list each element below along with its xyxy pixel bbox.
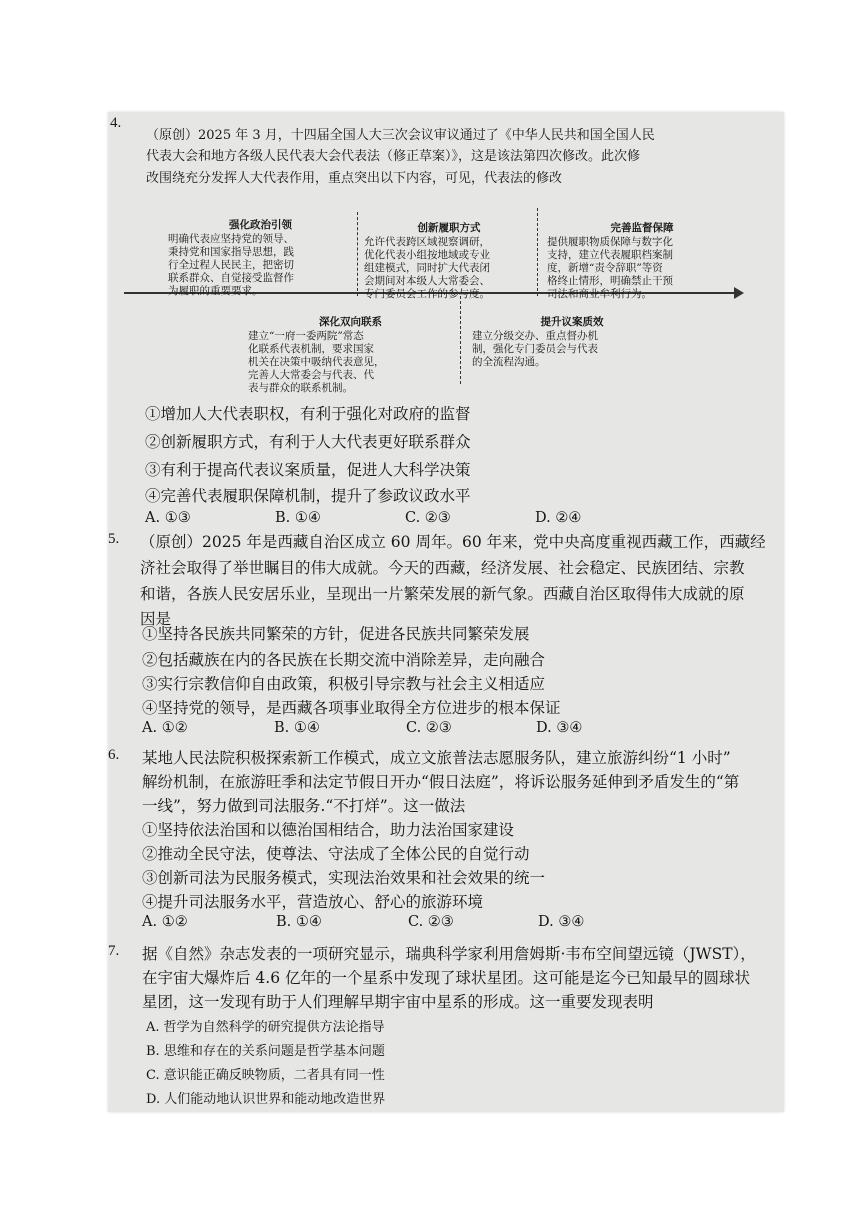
question-5-stem-line-2: 济社会取得了举世瞩目的伟大成就。今天的西藏，经济发展、社会稳定、民族团结、宗教 (140, 559, 745, 577)
question-6-option-c[interactable]: C. ②③ (408, 914, 454, 930)
question-7-option-c[interactable]: C. 意识能正确反映物质，二者具有同一性 (146, 1068, 385, 1083)
diagram-box-line: 提供履职物质保障与数字化 (547, 236, 673, 248)
diagram-box-line: 为履职的重要要求。 (168, 285, 263, 297)
question-5-item-1: ①坚持各民族共同繁荣的方针，促进各民族共同繁荣发展 (142, 625, 530, 643)
diagram-box-title: 强化政治引领 (229, 219, 292, 231)
diagram-box-title: 深化双向联系 (319, 316, 382, 328)
diagram-box-line: 建立分级交办、重点督办机 (472, 330, 598, 342)
diagram-box-line: 建立“一府一委两院”常态 (248, 330, 364, 342)
question-6-stem-line-1: 某地人民法院积极探索新工作模式，成立文旅普法志愿服务队，建立旅游纠纷“1 小时” (142, 749, 731, 767)
diagram-box-line: 完善人大常委会与代表、代 (248, 369, 374, 381)
diagram-box-title: 提升议案质效 (540, 316, 604, 328)
question-4-option-c[interactable]: C. ②③ (405, 510, 451, 526)
diagram-box-line: 司法和商业牟利行为。 (547, 288, 652, 300)
diagram-box-line: 优化代表小组按地域或专业 (364, 249, 490, 261)
diagram-box-line: 联系群众、自觉接受监督作 (168, 272, 294, 284)
question-7-stem-line-1: 据《自然》杂志发表的一项研究显示，瑞典科学家利用詹姆斯·韦布空间望远镜（JWST）， (142, 945, 756, 963)
diagram-box-line: 明确代表应坚持党的领导、 (168, 233, 294, 245)
diagram-box-proposal-quality (472, 316, 672, 369)
question-5-option-c[interactable]: C. ②③ (406, 720, 452, 736)
question-6-option-d[interactable]: D. ③④ (538, 914, 585, 930)
diagram-box-line: 机关在决策中吸纳代表意见， (248, 356, 385, 368)
diagram-box-line: 表与群众的联系机制。 (248, 382, 353, 394)
question-4-item-3: ③有利于提高代表议案质量，促进人大科学决策 (145, 461, 471, 479)
question-6-item-1: ①坚持依法治国和以德治国相结合，助力法治国家建设 (142, 821, 515, 839)
question-4-item-4: ④完善代表履职保障机制，提升了参政议政水平 (145, 487, 471, 505)
question-6-stem-line-2: 解纷机制，在旅游旺季和法定节假日开办“假日法庭”，将诉讼服务延伸到矛盾发生的“第 (142, 773, 740, 791)
question-5-option-d[interactable]: D. ③④ (536, 720, 583, 736)
question-4-option-a[interactable]: A. ①③ (145, 510, 191, 526)
diagram-box-title: 完善监督保障 (610, 222, 674, 234)
question-4-stem-line-1: （原创）2025 年 3 月，十四届全国人大三次会议审议通过了《中华人民共和国全国人民 (146, 128, 655, 143)
diagram-box-line: 组建模式，同时扩大代表闭 (364, 262, 490, 274)
question-5-stem-line-4: 因是 (140, 610, 172, 628)
diagram-box-political-guidance (168, 219, 353, 298)
question-6-options (142, 914, 702, 934)
question-6-item-4: ④提升司法服务水平，营造放心、舒心的旅游环境 (142, 893, 484, 911)
question-5-option-b[interactable]: B. ①④ (274, 720, 320, 736)
question-5-item-4: ④坚持党的领导，是西藏各项事业取得全方位进步的根本保证 (142, 699, 561, 717)
question-7-option-b[interactable]: B. 思维和存在的关系问题是哲学基本问题 (146, 1044, 385, 1059)
question-5-item-3: ③实行宗教信仰自由政策，积极引导宗教与社会主义相适应 (142, 675, 546, 693)
question-5-stem-line-3: 和谐，各族人民安居乐业，呈现出一片繁荣发展的新气象。西藏自治区取得伟大成就的原 (140, 585, 745, 603)
diagram-box-title: 创新履职方式 (417, 222, 481, 234)
question-4-number: 4. (110, 115, 122, 131)
diagram-box-two-way-contact (248, 316, 453, 395)
question-7-option-a[interactable]: A. 哲学为自然科学的研究提供方法论指导 (146, 1020, 385, 1035)
diagram-box-line: 化联系代表机制，要求国家 (248, 343, 374, 355)
question-6-stem-line-3: 一线”，努力做到司法服务.“不打烊”。这一做法 (142, 797, 466, 815)
diagram-divider-bottom (460, 296, 461, 384)
question-4-item-2: ②创新履职方式，有利于人大代表更好联系群众 (145, 433, 471, 451)
question-6-number: 6. (108, 747, 120, 763)
diagram-box-line: 的全流程沟通。 (472, 356, 546, 368)
question-7-stem-line-2: 在宇宙大爆炸后 4.6 亿年的一个星系中发现了球状星团。这可能是迄今已知最早的圆球状 (142, 969, 751, 987)
question-6-item-2: ②推动全民守法，使尊法、守法成了全体公民的自觉行动 (142, 845, 530, 863)
diagram-box-line: 允许代表跨区域视察调研， (364, 236, 490, 248)
diagram-box-line: 格终止情形，明确禁止干预 (547, 275, 673, 287)
question-5-stem-line-1: （原创）2025 年是西藏自治区成立 60 周年。60 年来，党中央高度重视西藏工作，西藏经 (140, 533, 766, 551)
question-7-number: 7. (108, 943, 120, 959)
question-4-option-d[interactable]: D. ②④ (535, 510, 582, 526)
question-5-number: 5. (108, 531, 120, 547)
question-6-option-a[interactable]: A. ①② (142, 914, 188, 930)
question-7-stem-line-3: 星团，这一发现有助于人们理解早期宇宙中星系的形成。这一重要发现表明 (142, 993, 654, 1011)
diagram-box-line: 专门委员会工作的参与度。 (364, 288, 490, 300)
diagram-box-supervision-guarantee (547, 222, 737, 301)
diagram-box-line: 秉持党和国家指导思想，践 (168, 246, 294, 258)
question-5-options (142, 720, 702, 740)
diagram-box-line: 度，新增“责令辞职”等资 (547, 262, 663, 274)
diagram-divider-top-1 (357, 212, 358, 296)
question-7-option-d[interactable]: D. 人们能动地认识世界和能动地改造世界 (146, 1092, 386, 1107)
question-4-options (145, 510, 705, 530)
question-5-item-2: ②包括藏族在内的各民族在长期交流中消除差异，走向融合 (142, 651, 546, 669)
diagram-box-line: 支持，建立代表履职档案制 (547, 249, 673, 261)
diagram-box-duty-methods (364, 222, 534, 301)
question-4-stem-line-2: 代表大会和地方各级人民代表大会代表法（修正草案）》，这是该法第四次修改。此次修 (146, 149, 641, 164)
diagram-box-line: 行全过程人民民主，把密切 (168, 259, 294, 271)
diagram-box-line: 制，强化专门委员会与代表 (472, 343, 598, 355)
question-4-option-b[interactable]: B. ①④ (275, 510, 321, 526)
question-4-item-1: ①增加人大代表职权，有利于强化对政府的监督 (145, 405, 471, 423)
question-5-option-a[interactable]: A. ①② (142, 720, 188, 736)
question-4-stem-line-3: 改围绕充分发挥人大代表作用，重点突出以下内容，可见，代表法的修改 (146, 171, 563, 186)
question-6-option-b[interactable]: B. ①④ (276, 914, 322, 930)
diagram-box-line: 会期间对本级人大常委会、 (364, 275, 490, 287)
diagram-divider-top-2 (537, 208, 538, 296)
question-6-item-3: ③创新司法为民服务模式，实现法治效果和社会效果的统一 (142, 869, 546, 887)
